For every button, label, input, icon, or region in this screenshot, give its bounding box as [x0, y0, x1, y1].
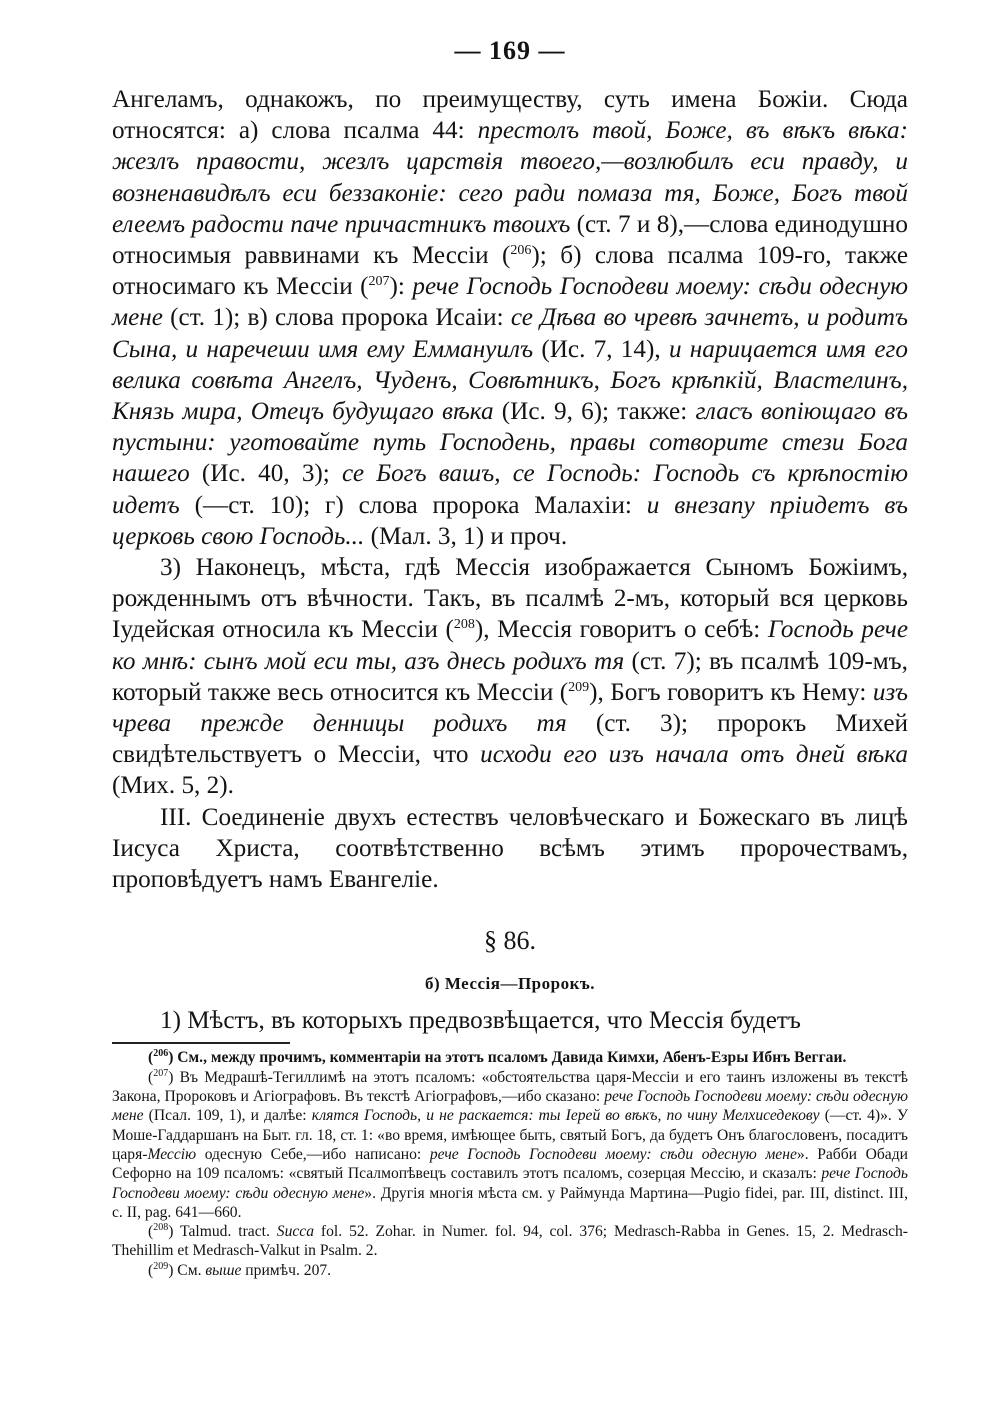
- text-run: (ст. 3); пророкъ Михей свидѣтельствуетъ о Мессіи, что: [112, 710, 909, 769]
- text-run: 3) Наконецъ, мѣста, гдѣ Мессія изображается Сыномъ Божіимъ, рожденнымъ отъ вѣчности. Такъ, въ псалмѣ 2-мъ, который вся церковь Іудейская относила къ Мессіи (: [112, 554, 908, 644]
- text-run: (Ис. 40, 3);: [189, 460, 342, 488]
- footnote-number: 209: [153, 1260, 169, 1272]
- footnote-quote: рече Господь Господеви моему: сѣди одесную мене: [112, 1165, 908, 1202]
- scripture-quote: рече Господь Господеви моему: сѣди одесную мене: [112, 273, 909, 332]
- text-run: (—ст. 10); г) слова пророка Малахіи:: [179, 491, 647, 519]
- footnote-ref-209[interactable]: 209: [568, 679, 590, 695]
- footnote-divider: [112, 1042, 290, 1044]
- footnote-208: ($^{208}$) Talmud. tract. Succa fol. 52. Zohar. in Numer. fol. 94, col. 376; Medrasch-Rabba in Genes. 15, 2. Medrasch-Thehillim et Medrasch-Valkut in Psalm. 2.: [112, 1222, 908, 1260]
- footnote-text: ». Рабби Обади Сефорно на 109 псаломъ: «святый Псалмопѣвецъ составилъ этотъ псаломъ, созерцая Мессію, и сказалъ:: [112, 1145, 909, 1183]
- footnote-209: ($^{209}$) См. выше примѣч. 207.: [148, 1260, 332, 1279]
- text-run: ):: [389, 273, 413, 301]
- scripture-quote: Господь рече ко мнѣ: сынъ мой еси ты, азъ днесь родихъ тя: [112, 616, 908, 675]
- footnote-ref-208[interactable]: 208: [453, 617, 475, 633]
- section-number: § 86.: [484, 926, 536, 956]
- footnote-206: ($^{206}$) См., между прочимъ, комментаріи на этотъ псаломъ Давида Кимхи, Абенъ-Езры Ибнъ Веггаи.: [148, 1048, 847, 1067]
- footnote-text: одесную Себе,—ибо написано:: [196, 1145, 430, 1163]
- text-run: (Ис. 7, 14),: [533, 335, 669, 363]
- footnote-quote: клятся Господь, и не раскается: ты Іерей во вѣкъ, по чину Мелхиседекову: [311, 1107, 820, 1125]
- text-run: Ангеламъ, однакожъ, по преимуществу, суть имена Божіи. Сюда относятся: а) слова псалма 44:: [112, 86, 908, 145]
- section-first-line: 1) Мѣстъ, въ которыхъ предвозвѣщается, что Мессія будетъ: [160, 1007, 801, 1035]
- footnote-quote: Succa: [276, 1223, 315, 1241]
- footnote-ref-206[interactable]: 206: [510, 243, 532, 259]
- page-number: — 169 —: [454, 36, 566, 65]
- text-run: (Мих. 5, 2).: [112, 772, 234, 800]
- scripture-quote: изъ чрева прежде денницы родихъ тя: [112, 678, 908, 738]
- text-run: (ст. 7); въ псалмѣ 109-мъ, который также весь относится къ Мессіи (: [112, 647, 908, 706]
- text-run: ), Богъ говоритъ къ Нему:: [589, 678, 873, 706]
- footnote-207: ($^{207}$) Въ Медрашѣ-Тегиллимѣ на этотъ псаломъ: «обстоятельства царя-Мессіи и его таинъ изложены въ текстѣ Закона, Пророковъ и Агіографовъ. Въ текстѣ Агіографовъ,—ибо сказано: рече Господь Господеви моему: сѣди одесную мене (Псал. 109, 1), и далѣе: клятся Господь, и не раскается: ты Іерей во вѣкъ, по чину Мелхиседекову (—ст. 4)». У Моше-Гаддаршанъ на Быт. гл. 18, ст. 1: «во время, имѣющее быть, святый Богъ, да будетъ Онъ благословенъ, посадитъ царя-Мессію одесную Себе,—ибо написано: рече Господь Господеви моему: сѣди одесную мене». Рабби Обади Сефорно на 109 псаломъ: «святый Псалмопѣвецъ составилъ этотъ псаломъ, созерцая Мессію, и сказалъ: рече Господь Господеви моему: сѣди одесную мене». Другія многія мѣста см. у Раймунда Мартина—Pugio fidei, par. III, distinct. III, c. II, pag. 641—660.: [112, 1067, 909, 1221]
- footnote-quote: Мессію: [147, 1145, 197, 1163]
- footnote-quote: рече Господь Господеви моему: сѣди одесную мене: [112, 1088, 908, 1125]
- footnote-number: 208: [153, 1222, 169, 1234]
- scripture-quote: се Богъ вашъ, се Господь: Господь съ крѣпостію идетъ: [112, 460, 908, 519]
- footnote-text: Въ Медрашѣ-Тегиллимѣ на этотъ псаломъ: «обстоятельства царя-Мессіи и его таинъ изложены въ текстѣ Закона, Пророковъ и Агіографовъ. Въ текстѣ Агіографовъ,—ибо сказано:: [112, 1068, 909, 1106]
- scripture-quote: престолъ твой, Боже, въ вѣкъ вѣка: жезлъ правости, жезлъ царствія твоего,—возлюбилъ еси правду, и возненавидѣлъ еси беззаконіе: сего ради помаза тя, Боже, Богъ твой елеемъ радости паче причастникъ твоихъ: [112, 117, 909, 238]
- footnote-quote: выше: [205, 1261, 242, 1279]
- main-text: [112, 84, 908, 895]
- scripture-quote: исходи его изъ начала отъ дней вѣка: [480, 741, 908, 769]
- footnotes: [112, 1048, 908, 1280]
- text-run: (Мал. 3, 1) и проч.: [364, 522, 568, 550]
- footnote-number: 207: [153, 1067, 169, 1079]
- scripture-quote: се Дѣва во чревѣ зачнетъ, и родитъ Сына, и наречеши имя ему Еммануилъ: [112, 304, 908, 363]
- footnote-quote: рече Господь Господеви моему: сѣди одесную мене: [429, 1145, 797, 1163]
- footnote-text: См.: [177, 1261, 206, 1279]
- footnote-text: Talmud. tract.: [180, 1223, 277, 1241]
- text-run: ), Мессія говоритъ о себѣ:: [474, 616, 768, 644]
- paragraph-1: [112, 84, 908, 552]
- footnote-text: ». Другія многія мѣста см. у Раймунда Мартина—Pugio fidei, par. III, distinct. III, c. II, pag. 641—660.: [112, 1184, 908, 1221]
- scripture-quote: гласъ вопіющаго въ пустыни: уготовайте путь Господень, правы сотворите стези Бога нашего: [112, 398, 909, 488]
- footnote-number: 206: [153, 1048, 169, 1060]
- scripture-quote: и внезапу пріидетъ въ церковь свою Господь...: [112, 491, 908, 550]
- text-run: (ст. 1); в) слова пророка Исаіи:: [162, 304, 511, 332]
- text-run: ); б) слова псалма 109-го, также относимаго къ Мессіи (: [112, 242, 909, 301]
- document-page: [112, 36, 908, 1280]
- footnote-text: (—ст. 4)». У Моше-Гаддаршанъ на Быт. гл. 18, ст. 1: «во время, имѣющее быть, святый Богъ, да будетъ Онъ благословенъ, посадитъ царя-: [112, 1107, 909, 1163]
- paragraph-3: III. Соединеніе двухъ естествъ человѣческаго и Божескаго въ лицѣ Іисуса Христа, соотвѣтственно всѣмъ этимъ пророчествамъ, проповѣдуетъ намъ Евангеліе.: [112, 803, 908, 894]
- footnote-text: fol. 52. Zohar. in Numer. fol. 94, col. 376; Medrasch-Rabba in Genes. 15, 2. Medrasch-Thehillim et Medrasch-Valkut in Psalm. 2.: [112, 1223, 908, 1260]
- footnote-text: См., между прочимъ, комментаріи на этотъ псаломъ Давида Кимхи, Абенъ-Езры Ибнъ Веггаи.: [177, 1049, 847, 1067]
- text-run: (Ис. 9, 6); также:: [493, 398, 696, 426]
- footnote-text: (Псал. 109, 1), и далѣе:: [143, 1107, 312, 1125]
- footnote-ref-207[interactable]: 207: [368, 274, 390, 290]
- section-title: б) Мессія—Пророкъ.: [424, 974, 596, 994]
- text-run: (ст. 7 и 8),—слова единодушно относимыя раввинами къ Мессіи (: [112, 210, 908, 270]
- footnote-text: примѣч. 207.: [241, 1261, 332, 1279]
- paragraph-2: [112, 552, 908, 802]
- scripture-quote: и нарицается имя его велика совѣта Ангелъ, Чуденъ, Совѣтникъ, Богъ крѣпкій, Властелинъ, Князь мира, Отецъ будущаго вѣка: [112, 335, 908, 426]
